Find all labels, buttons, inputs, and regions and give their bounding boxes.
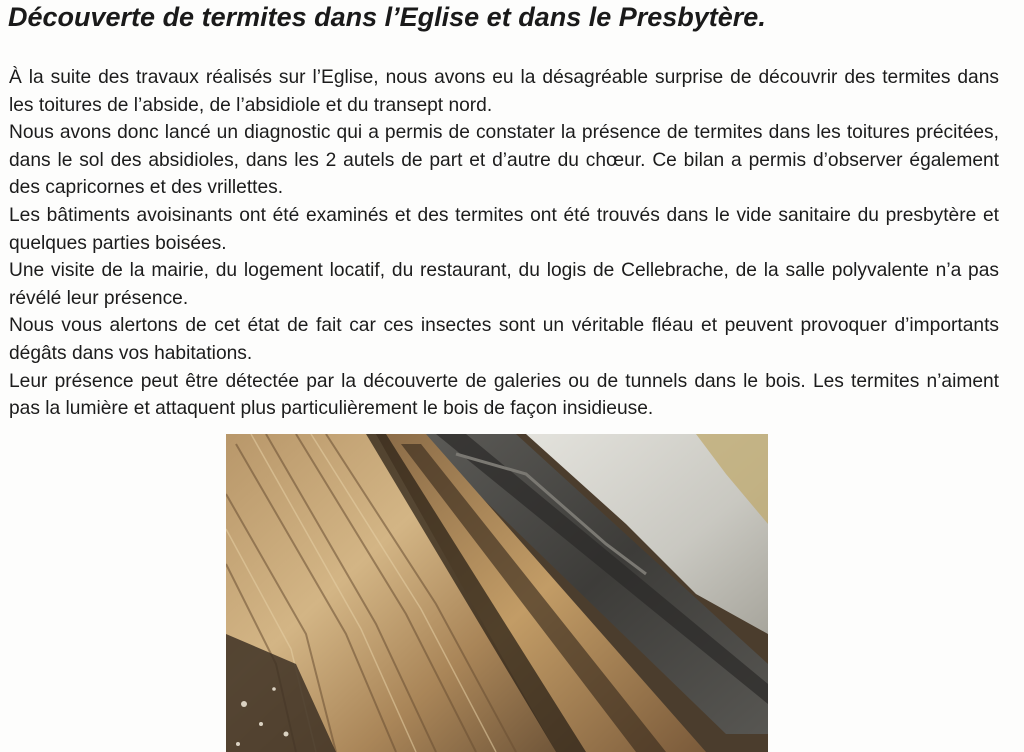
paragraph: Les bâtiments avoisinants ont été examinés et des termites ont été trouvés dans le vide sanitaire du presbytère et quelques parties boisées. [9, 204, 999, 254]
paragraph: Leur présence peut être détectée par la découverte de galeries ou de tunnels dans le bois. Les termites n’aiment pas la lumière et attaquent plus particulièrement le bois de façon insidieuse. [9, 370, 999, 420]
paragraph: Nous avons donc lancé un diagnostic qui a permis de constater la présence de termites dans les toitures précitées, dans le sol des absidioles, dans les 2 autels de part et d’autre du chœur. Ce bilan a permis d’observer également des capricornes et des vrillettes. [9, 122, 999, 199]
paragraph: Nous vous alertons de cet état de fait car ces insectes sont un véritable fléau et peuvent provoquer d’importants dégâts dans vos habitations. [9, 315, 999, 364]
paragraph: À la suite des travaux réalisés sur l’Eglise, nous avons eu la désagréable surprise de découvrir des termites dans les toitures de l’abside, de l’absidiole et du transept nord. [9, 67, 999, 116]
termite-damaged-wood-photo [226, 434, 768, 752]
article-body [9, 64, 999, 423]
paragraph: Une visite de la mairie, du logement locatif, du restaurant, du logis de Cellebrache, de la salle polyvalente n’a pas révélé leur présence. [9, 260, 999, 309]
page-title: Découverte de termites dans l’Eglise et dans le Presbytère. [8, 2, 766, 32]
photo-illustration [226, 434, 768, 752]
